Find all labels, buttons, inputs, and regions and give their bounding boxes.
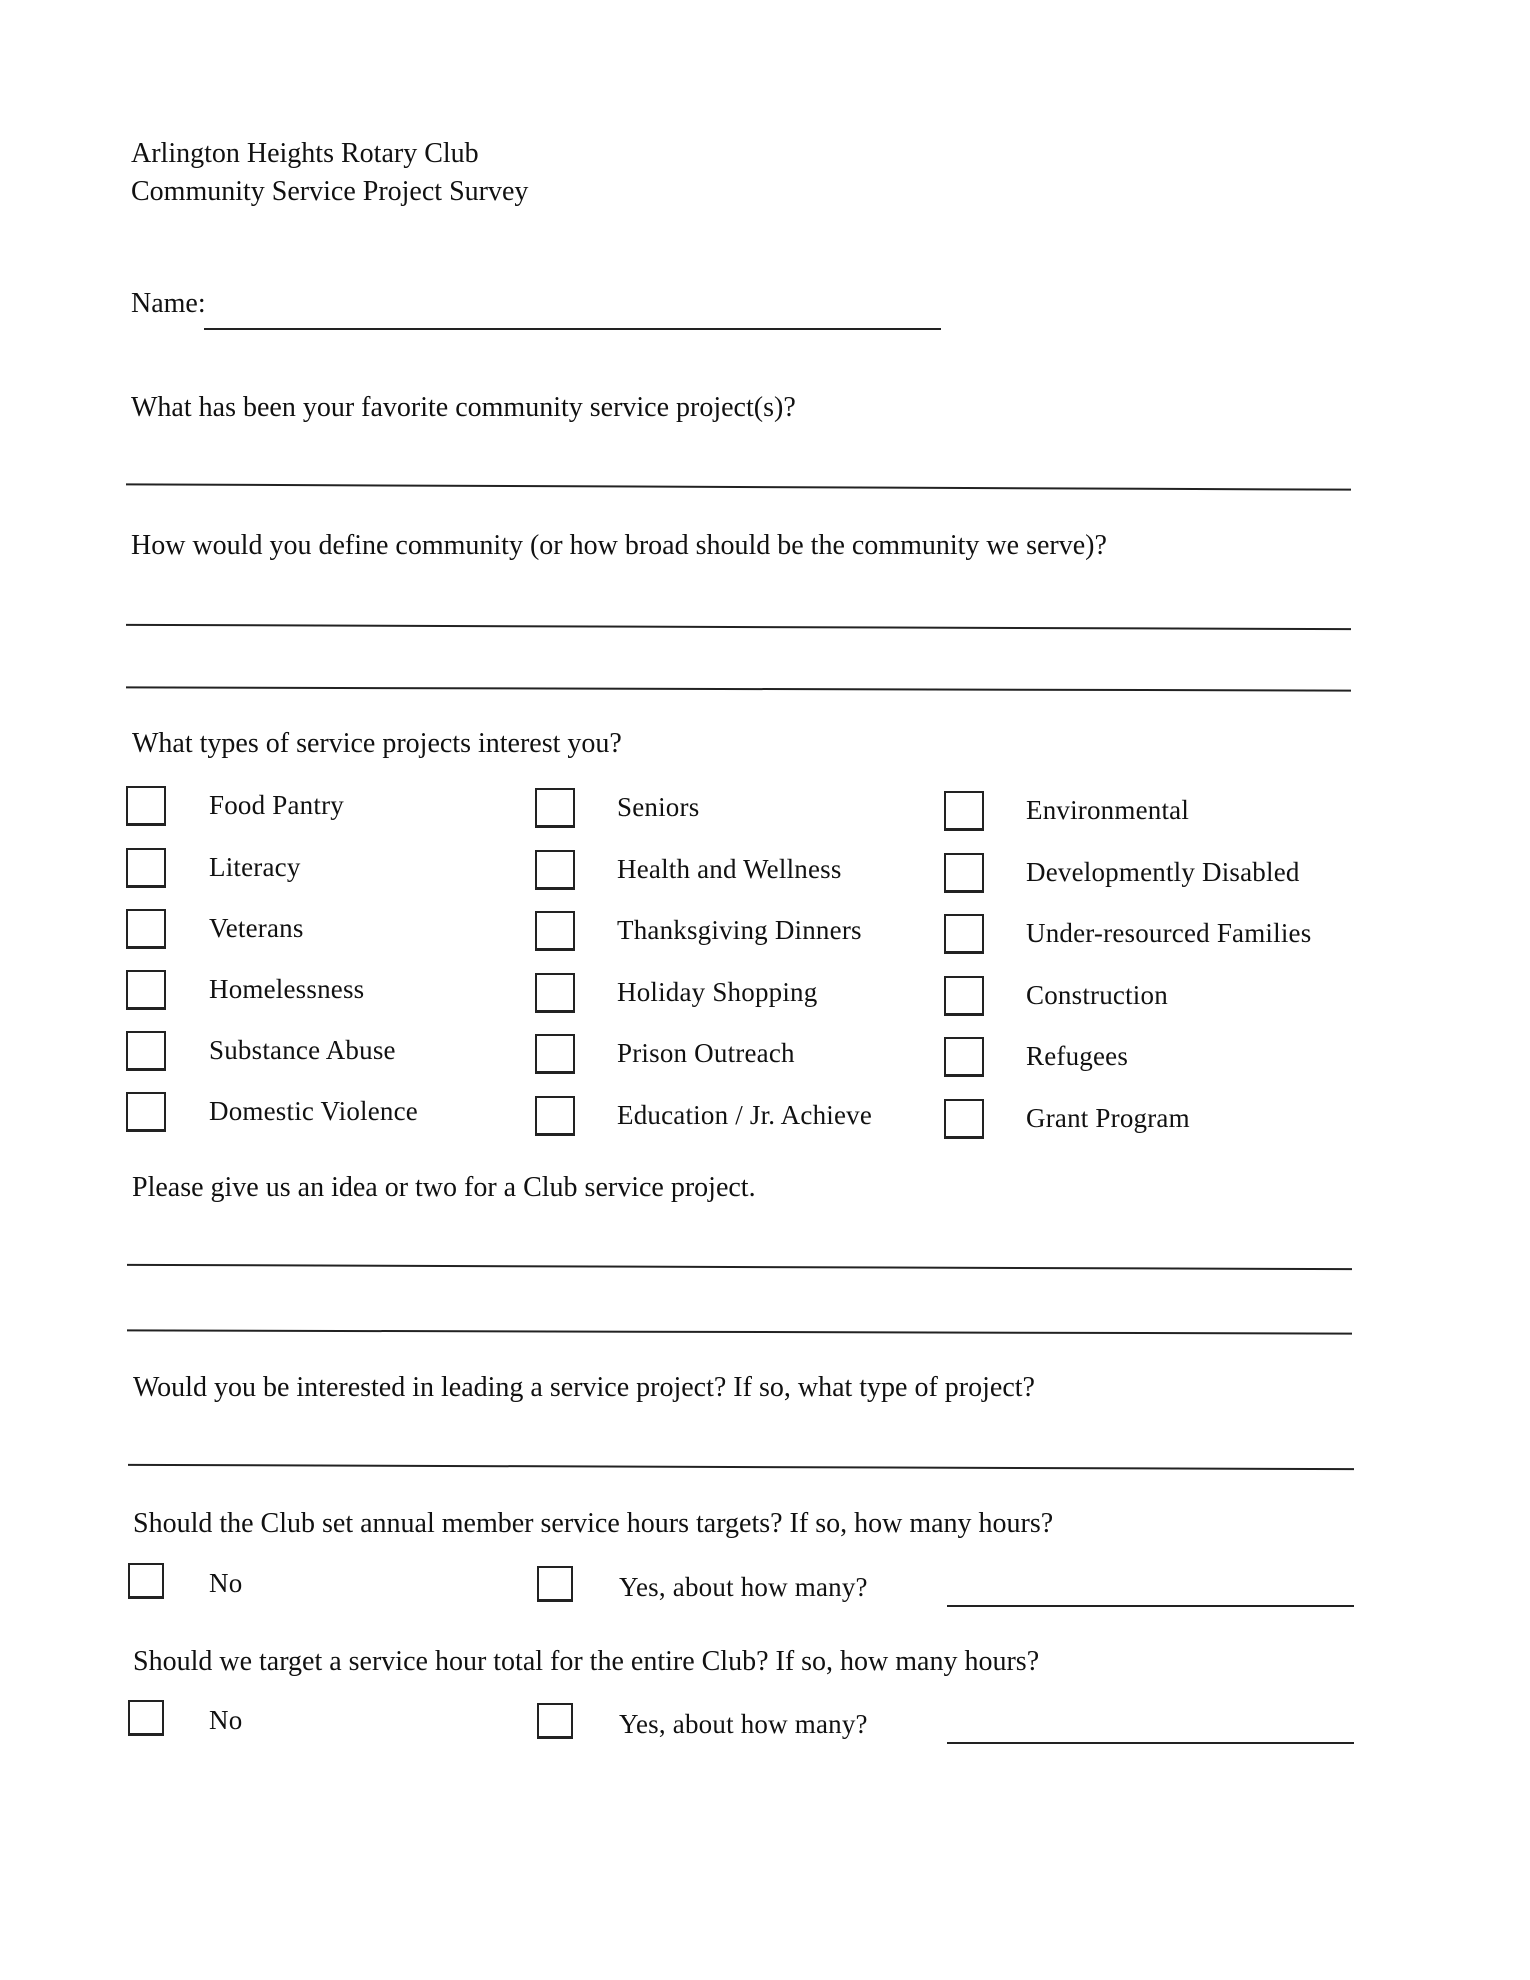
interest-checkbox[interactable] bbox=[944, 1037, 984, 1077]
interest-checkbox[interactable] bbox=[535, 1034, 575, 1074]
member-hours-count-field[interactable] bbox=[947, 1605, 1354, 1607]
name-label: Name: bbox=[131, 288, 206, 319]
interest-checkbox[interactable] bbox=[535, 1096, 575, 1136]
interest-checkbox[interactable] bbox=[944, 791, 984, 831]
interest-checkbox[interactable] bbox=[944, 976, 984, 1016]
org-name: Arlington Heights Rotary Club bbox=[131, 138, 479, 169]
club-hours-no-label: No bbox=[209, 1705, 243, 1735]
interest-label: Construction bbox=[1026, 980, 1168, 1010]
interest-checkbox[interactable] bbox=[944, 853, 984, 893]
interest-label: Grant Program bbox=[1026, 1103, 1190, 1133]
interest-label: Education / Jr. Achieve bbox=[617, 1100, 873, 1130]
answer-line-idea-2[interactable] bbox=[127, 1329, 1352, 1334]
interest-checkbox[interactable] bbox=[126, 848, 166, 888]
member-hours-no-label: No bbox=[209, 1568, 243, 1598]
interest-checkbox[interactable] bbox=[535, 911, 575, 951]
interest-label: Thanksgiving Dinners bbox=[617, 915, 862, 945]
answer-line-favorite[interactable] bbox=[126, 483, 1351, 490]
interest-label: Environmental bbox=[1026, 795, 1190, 825]
member-hours-yes-checkbox[interactable] bbox=[537, 1566, 573, 1602]
name-field[interactable] bbox=[204, 328, 941, 330]
interest-label: Literacy bbox=[209, 852, 301, 882]
answer-line-leading[interactable] bbox=[128, 1464, 1354, 1470]
answer-line-community-2[interactable] bbox=[126, 686, 1351, 691]
answer-line-idea-1[interactable] bbox=[127, 1264, 1352, 1270]
interest-label: Veterans bbox=[209, 913, 304, 943]
interest-checkbox[interactable] bbox=[535, 788, 575, 828]
question-community: How would you define community (or how broad should be the community we serve)? bbox=[131, 530, 1107, 561]
interest-checkbox[interactable] bbox=[126, 1031, 166, 1071]
interest-checkbox[interactable] bbox=[535, 850, 575, 890]
answer-line-community-1[interactable] bbox=[126, 624, 1351, 630]
club-hours-no-checkbox[interactable] bbox=[128, 1700, 164, 1736]
interest-label: Food Pantry bbox=[209, 790, 344, 820]
interest-label: Homelessness bbox=[209, 974, 365, 1004]
interest-checkbox[interactable] bbox=[944, 1099, 984, 1139]
question-member-hours: Should the Club set annual member service hours targets? If so, how many hours? bbox=[133, 1508, 1054, 1539]
question-idea: Please give us an idea or two for a Club service project. bbox=[132, 1172, 756, 1203]
interest-checkbox[interactable] bbox=[535, 973, 575, 1013]
question-leading: Would you be interested in leading a service project? If so, what type of project? bbox=[133, 1372, 1035, 1403]
interest-label: Under-resourced Families bbox=[1026, 918, 1312, 948]
survey-title: Community Service Project Survey bbox=[131, 176, 529, 207]
interest-label: Holiday Shopping bbox=[617, 977, 818, 1007]
interest-label: Health and Wellness bbox=[617, 854, 842, 884]
club-hours-yes-label: Yes, about how many? bbox=[619, 1709, 868, 1739]
interest-label: Developmently Disabled bbox=[1026, 857, 1300, 887]
interest-label: Substance Abuse bbox=[209, 1035, 396, 1065]
interest-checkbox[interactable] bbox=[944, 914, 984, 954]
club-hours-count-field[interactable] bbox=[947, 1742, 1354, 1744]
club-hours-yes-checkbox[interactable] bbox=[537, 1703, 573, 1739]
question-favorite: What has been your favorite community service project(s)? bbox=[131, 392, 796, 423]
member-hours-no-checkbox[interactable] bbox=[128, 1563, 164, 1599]
question-club-hours: Should we target a service hour total for the entire Club? If so, how many hours? bbox=[133, 1646, 1040, 1677]
question-types: What types of service projects interest you? bbox=[132, 728, 622, 759]
interest-label: Seniors bbox=[617, 792, 700, 822]
interest-checkbox[interactable] bbox=[126, 970, 166, 1010]
interest-label: Domestic Violence bbox=[209, 1096, 418, 1126]
interest-checkbox[interactable] bbox=[126, 1092, 166, 1132]
interest-label: Prison Outreach bbox=[617, 1038, 795, 1068]
member-hours-yes-label: Yes, about how many? bbox=[619, 1572, 868, 1602]
interest-checkbox[interactable] bbox=[126, 909, 166, 949]
interest-checkbox[interactable] bbox=[126, 786, 166, 826]
interest-label: Refugees bbox=[1026, 1041, 1129, 1071]
